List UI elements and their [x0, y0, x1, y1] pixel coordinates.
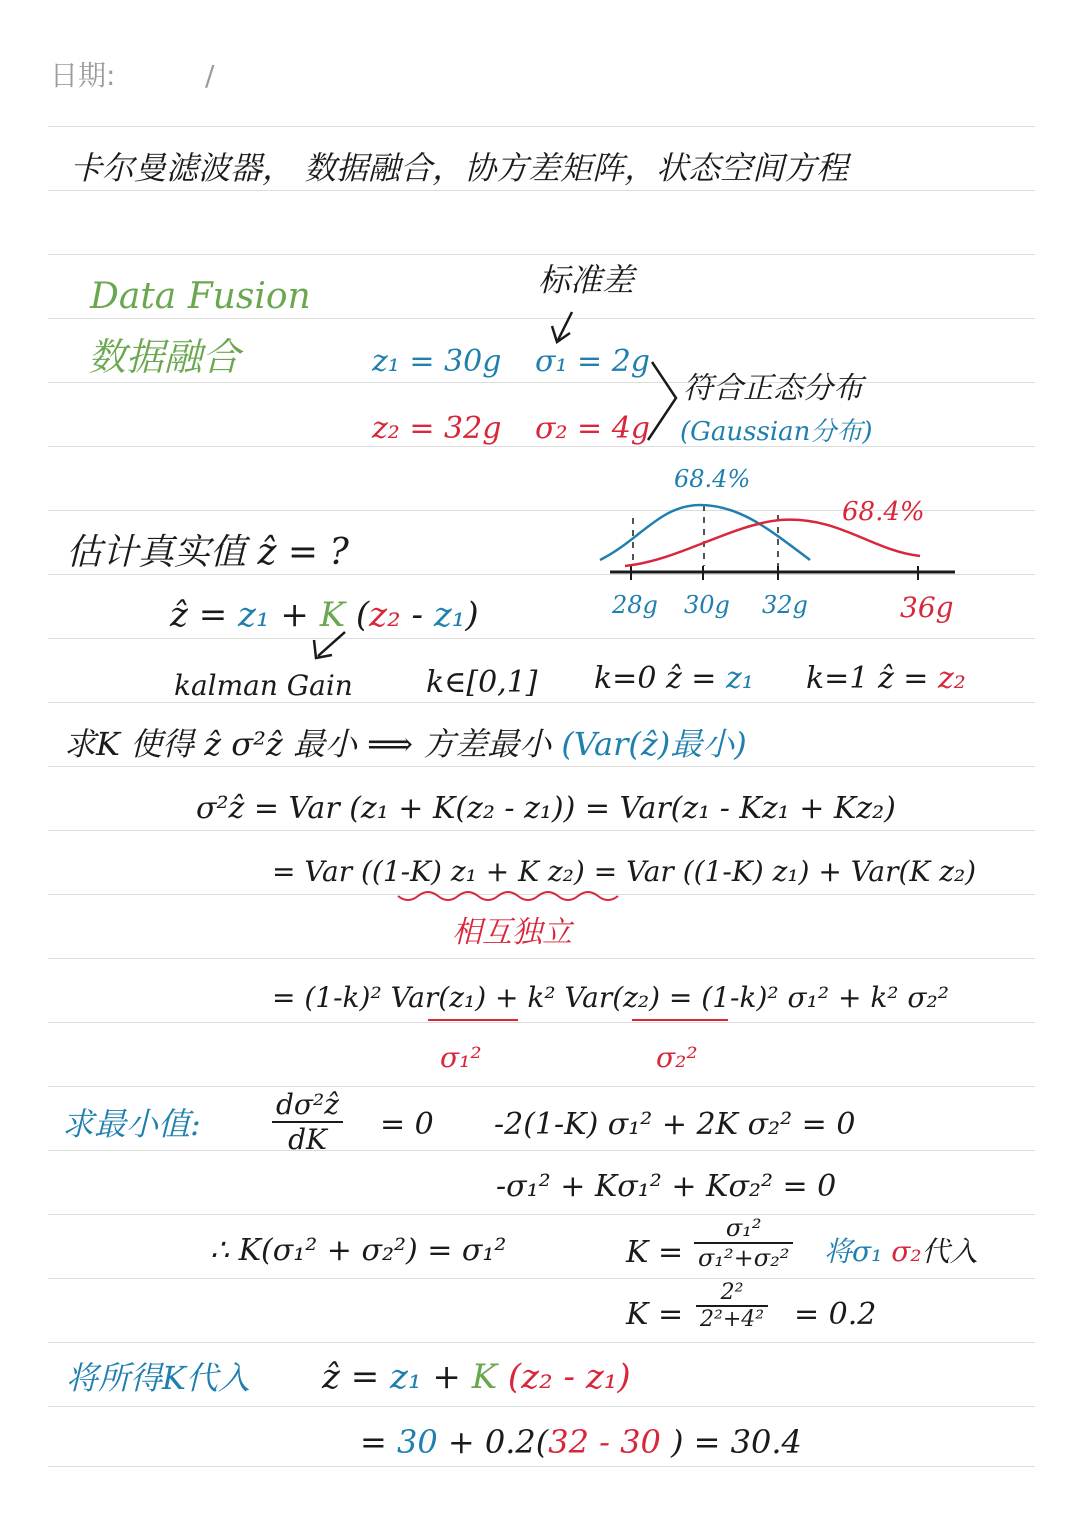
chart-dashed-guides	[633, 505, 778, 566]
substitute-sigma1: 将σ₁	[824, 1235, 883, 1268]
pct-blue-label: 68.4%	[674, 465, 751, 493]
final-eq-plus: +	[421, 1357, 472, 1397]
gain-arrow	[318, 632, 345, 656]
minimize-label: 求最小值:	[62, 1105, 201, 1143]
derivative-fraction	[272, 1088, 343, 1156]
derivative-numerator: dσ²ẑ	[272, 1088, 343, 1123]
data-fusion-title-cn: 数据融合	[88, 335, 241, 379]
eq-plus: +	[269, 595, 320, 635]
derivative-equals: = 0	[380, 1107, 434, 1142]
std-dev-label: 标准差	[538, 261, 635, 299]
k0-value: z₁	[725, 661, 754, 696]
eq-close: )	[465, 595, 479, 635]
normal-bracket	[648, 362, 676, 440]
sigma2-squared-note: σ₂²	[656, 1041, 698, 1074]
substitute-sigma2: σ₂	[891, 1235, 922, 1268]
gaussian-note: (Gaussian分布)	[680, 417, 873, 447]
k2-value: = 0.2	[794, 1297, 877, 1332]
k-one-case	[806, 662, 966, 697]
substitute-text: 代入	[921, 1235, 978, 1268]
derivation-line-1: σ²ẑ = Var (z₁ + K(z₂ - z₁)) = Var(z₁ - Kz₁ + Kz₂)	[196, 791, 896, 826]
z2-measurement: z₂ = 32g	[372, 411, 502, 446]
equation-b: -σ₁² + Kσ₁² + Kσ₂² = 0	[496, 1169, 837, 1204]
derivation-line-2: = Var ((1-K) z₁ + K z₂) = Var ((1-K) z₁) + Var(K z₂)	[272, 855, 977, 888]
tick-label-28: 28g	[612, 591, 658, 619]
final-label: 将所得K代入	[66, 1359, 250, 1397]
eq-open: (	[345, 595, 370, 635]
independent-note: 相互独立	[452, 915, 572, 950]
calc-equals: =	[360, 1423, 397, 1461]
k-range: k∈[0,1]	[426, 665, 538, 700]
final-eq-k: K	[471, 1357, 498, 1397]
calc-result: ) = 30.4	[660, 1423, 802, 1461]
kalman-gain-label: kalman Gain	[174, 669, 353, 702]
independence-underline	[398, 892, 618, 900]
k-equals: K =	[626, 1235, 684, 1270]
final-equation	[322, 1358, 631, 1397]
date-separator: /	[205, 59, 215, 92]
calc-30: 30	[396, 1423, 438, 1461]
therefore-line: ∴ K(σ₁² + σ₂²) = σ₁²	[210, 1233, 507, 1268]
final-eq-z1: z₁	[390, 1357, 422, 1397]
eq-lhs: ẑ =	[170, 595, 239, 635]
k-numerator: σ₁²	[694, 1214, 793, 1244]
estimate-question: 估计真实值 ẑ = ?	[66, 532, 349, 573]
eq-z2: z₂	[369, 595, 401, 635]
derivative-denominator: dK	[288, 1123, 327, 1156]
substitute-note	[824, 1236, 978, 1268]
goal-var-note: (Var(ẑ)最小)	[561, 725, 747, 763]
tick-label-32: 32g	[762, 591, 808, 619]
pct-red-label: 68.4%	[842, 497, 925, 527]
topics-line: 卡尔曼滤波器， 数据融合，协方差矩阵，状态空间方程	[70, 149, 849, 187]
k2-numerator: 2²	[696, 1280, 768, 1307]
derivation-line-3: = (1-k)² Var(z₁) + k² Var(z₂) = (1-k)² σ₁² + k² σ₂²	[272, 981, 949, 1014]
normal-distribution-note: 符合正态分布	[683, 371, 863, 406]
k-denominator: σ₁²+σ₂²	[698, 1244, 790, 1272]
estimate-equation	[170, 596, 479, 635]
k-fraction	[694, 1214, 793, 1272]
k2-denominator: 2²+4²	[700, 1307, 765, 1332]
tick-label-36: 36g	[900, 591, 954, 624]
k1-lhs: k=1 ẑ =	[806, 661, 938, 696]
calc-diff: 32 - 30	[548, 1423, 661, 1461]
k2-fraction	[696, 1280, 768, 1332]
eq-z1: z₁	[238, 595, 270, 635]
tick-label-30: 30g	[684, 591, 730, 619]
gain-arrow-head	[314, 640, 332, 658]
sigma1-squared-note: σ₁²	[440, 1041, 482, 1074]
k1-value: z₂	[937, 661, 966, 696]
goal-line	[64, 726, 747, 763]
equation-a: -2(1-K) σ₁² + 2K σ₂² = 0	[494, 1107, 856, 1142]
final-eq-paren: (z₂ - z₁)	[497, 1357, 631, 1397]
final-calculation	[360, 1424, 802, 1461]
eq-k: K	[319, 595, 346, 635]
sigma1-value: σ₁ = 2g	[535, 344, 651, 379]
z1-measurement: z₁ = 30g	[372, 344, 502, 379]
data-fusion-title-en: Data Fusion	[90, 276, 311, 317]
goal-text: 求K 使得 ẑ σ²ẑ 最小 ⟹ 方差最小	[64, 725, 552, 763]
eq-minus: -	[400, 595, 434, 635]
sigma2-value: σ₂ = 4g	[535, 411, 651, 446]
calc-mid: + 0.2(	[437, 1423, 549, 1461]
k0-lhs: k=0 ẑ =	[594, 661, 726, 696]
final-eq-lhs: ẑ =	[322, 1357, 391, 1397]
k-zero-case	[594, 662, 754, 697]
eq-z1b: z₁	[433, 595, 466, 635]
date-label: 日期:	[50, 59, 116, 92]
k2-equals: K =	[626, 1297, 684, 1332]
